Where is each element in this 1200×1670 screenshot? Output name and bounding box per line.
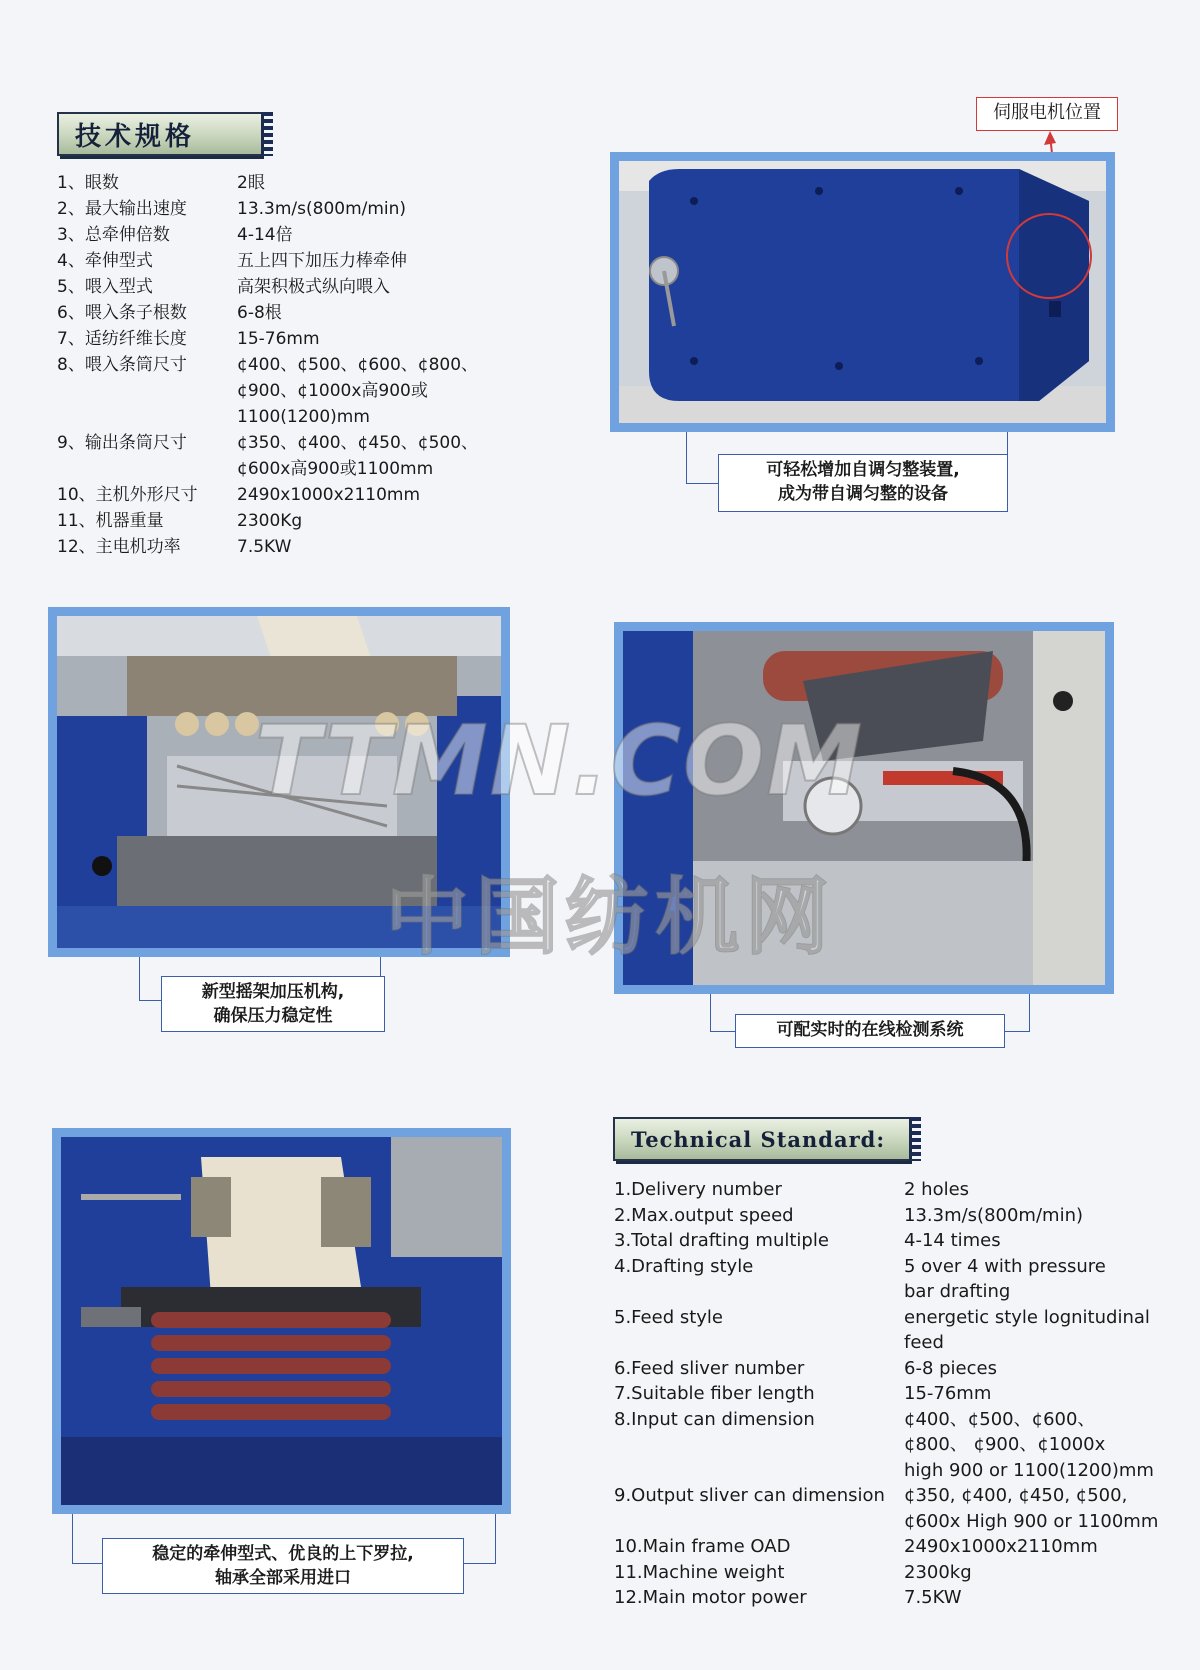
en-spec-row	[614, 1534, 1194, 1560]
cn-spec-label: 2、最大输出速度	[57, 199, 187, 219]
cn-spec-label: 11、机器重量	[57, 511, 164, 531]
en-spec-label: 6.Feed sliver number	[614, 1357, 805, 1379]
en-spec-value: 13.3m/s(800m/min)	[904, 1204, 1083, 1226]
en-spec-row	[614, 1254, 1194, 1305]
en-spec-label: 4.Drafting style	[614, 1255, 754, 1277]
cn-spec-value: 高架积极式纵向喂入	[237, 277, 390, 297]
en-specs-heading-text: Technical Standard:	[631, 1126, 886, 1152]
caption-line: 稳定的牵伸型式、优良的上下罗拉,	[152, 1544, 414, 1564]
cn-spec-value: 13.3m/s(800m/min)	[237, 199, 407, 219]
cn-spec-value: 15-76mm	[237, 329, 320, 349]
cn-spec-label: 4、牵伸型式	[57, 251, 153, 271]
en-spec-value: 6-8 pieces	[904, 1357, 997, 1379]
cn-spec-value: 五上四下加压力棒牵伸	[237, 251, 407, 271]
drafting-rollers-image	[61, 1137, 502, 1505]
en-spec-value-line2: ¢600x High 900 or 1100mm	[904, 1510, 1159, 1532]
photo-drafting	[52, 1128, 511, 1514]
cn-spec-row	[57, 300, 537, 326]
cn-spec-row	[57, 482, 537, 508]
en-spec-label: 11.Machine weight	[614, 1561, 785, 1583]
en-spec-row	[614, 1560, 1194, 1586]
en-spec-value: ¢350, ¢400, ¢450, ¢500,	[904, 1485, 1128, 1506]
servo-motor-callout-text: 伺服电机位置	[993, 102, 1101, 123]
cn-spec-value-line2: ¢900、¢1000x高900或	[237, 381, 428, 401]
caption-line: 可轻松增加自调匀整装置,	[766, 460, 960, 480]
en-spec-label: 3.Total drafting multiple	[614, 1230, 829, 1251]
caption-line: 可配实时的在线检测系统	[776, 1020, 964, 1040]
en-spec-value: 2490x1000x2110mm	[904, 1536, 1098, 1557]
caption-pressure-mechanism	[161, 976, 385, 1032]
watermark-cn: 中国纺机网	[385, 868, 836, 966]
en-spec-value: 5 over 4 with pressure	[904, 1255, 1106, 1277]
en-spec-row	[614, 1305, 1194, 1356]
cn-spec-row	[57, 222, 537, 248]
en-spec-label: 8.Input can dimension	[614, 1408, 815, 1430]
en-spec-value-line2: bar drafting	[904, 1281, 1011, 1302]
en-spec-value-line3: high 900 or 1100(1200)mm	[904, 1459, 1154, 1481]
cn-spec-value: ¢350、¢400、¢450、¢500、	[237, 433, 479, 453]
en-spec-value: 15-76mm	[904, 1383, 992, 1404]
machine-cover-image	[619, 161, 1106, 423]
cn-spec-value: 4-14倍	[237, 225, 293, 245]
en-spec-row	[614, 1483, 1194, 1534]
cn-spec-row	[57, 196, 537, 222]
en-spec-label: 10.Main frame OAD	[614, 1536, 791, 1557]
en-spec-value: energetic style lognitudinal	[904, 1306, 1150, 1328]
en-spec-label: 2.Max.output speed	[614, 1204, 794, 1226]
cn-spec-row	[57, 326, 537, 352]
en-spec-label: 5.Feed style	[614, 1306, 724, 1328]
en-spec-label: 12.Main motor power	[614, 1587, 807, 1608]
photo-auto-leveler	[610, 152, 1115, 432]
cn-spec-label: 7、适纺纤维长度	[57, 329, 187, 349]
en-specs-heading	[613, 1117, 909, 1161]
en-spec-value: 7.5KW	[904, 1587, 962, 1608]
cn-spec-label: 6、喂入条子根数	[57, 303, 187, 323]
cn-specs-list	[57, 170, 537, 560]
en-spec-row	[614, 1177, 1194, 1203]
en-spec-row	[614, 1228, 1194, 1254]
en-spec-row	[614, 1381, 1194, 1407]
caption-line: 成为带自调匀整的设备	[778, 484, 948, 504]
en-spec-label: 1.Delivery number	[614, 1179, 782, 1200]
en-spec-row	[614, 1203, 1194, 1229]
en-spec-value-line2: feed	[904, 1332, 944, 1353]
en-spec-row	[614, 1585, 1194, 1611]
cn-spec-value: 2300Kg	[237, 511, 303, 531]
caption-online-detection	[735, 1014, 1005, 1048]
en-spec-label: 7.Suitable fiber length	[614, 1383, 815, 1404]
cn-spec-row	[57, 352, 537, 430]
cn-spec-value: 6-8根	[237, 303, 282, 323]
cn-spec-row	[57, 508, 537, 534]
cn-spec-row	[57, 430, 537, 482]
cn-spec-value: 2490x1000x2110mm	[237, 485, 421, 505]
caption-drafting	[102, 1538, 464, 1594]
cn-spec-value: 7.5KW	[237, 537, 292, 557]
caption-line: 确保压力稳定性	[213, 1006, 333, 1026]
cn-spec-label: 1、眼数	[57, 173, 119, 193]
en-spec-label: 9.Output sliver can dimension	[614, 1485, 885, 1506]
en-spec-value: 4-14 times	[904, 1230, 1001, 1251]
cn-spec-label: 5、喂入型式	[57, 277, 153, 297]
en-spec-value: 2 holes	[904, 1179, 970, 1200]
cn-spec-value: 2眼	[237, 173, 265, 193]
cn-specs-heading	[57, 112, 261, 156]
en-spec-row	[614, 1356, 1194, 1382]
caption-line: 轴承全部采用进口	[215, 1568, 351, 1588]
en-specs-list	[614, 1177, 1194, 1611]
cn-spec-label: 12、主电机功率	[57, 537, 181, 557]
cn-spec-row	[57, 170, 537, 196]
cn-spec-label: 8、喂入条筒尺寸	[57, 355, 187, 375]
cn-spec-row	[57, 534, 537, 560]
cn-spec-label: 9、输出条筒尺寸	[57, 433, 187, 453]
servo-motor-callout	[976, 97, 1118, 131]
en-spec-value: ¢400、¢500、¢600、	[904, 1408, 1096, 1430]
watermark-en: TTMN.COM	[255, 705, 865, 817]
caption-line: 新型摇架加压机构,	[201, 982, 345, 1002]
en-spec-row	[614, 1407, 1194, 1484]
cn-spec-label: 10、主机外形尺寸	[57, 485, 198, 505]
cn-spec-label: 3、总牵伸倍数	[57, 225, 170, 245]
cn-spec-value-line3: 1100(1200)mm	[237, 407, 370, 427]
en-spec-value: 2300kg	[904, 1561, 972, 1583]
cn-spec-value-line2: ¢600x高900或1100mm	[237, 459, 434, 479]
caption-auto-leveler	[718, 454, 1008, 512]
cn-spec-row	[57, 274, 537, 300]
cn-spec-row	[57, 248, 537, 274]
en-spec-value-line2: ¢800、 ¢900、¢1000x	[904, 1434, 1106, 1455]
cn-specs-heading-text: 技术规格	[75, 121, 196, 152]
cn-spec-value: ¢400、¢500、¢600、¢800、	[237, 355, 479, 375]
